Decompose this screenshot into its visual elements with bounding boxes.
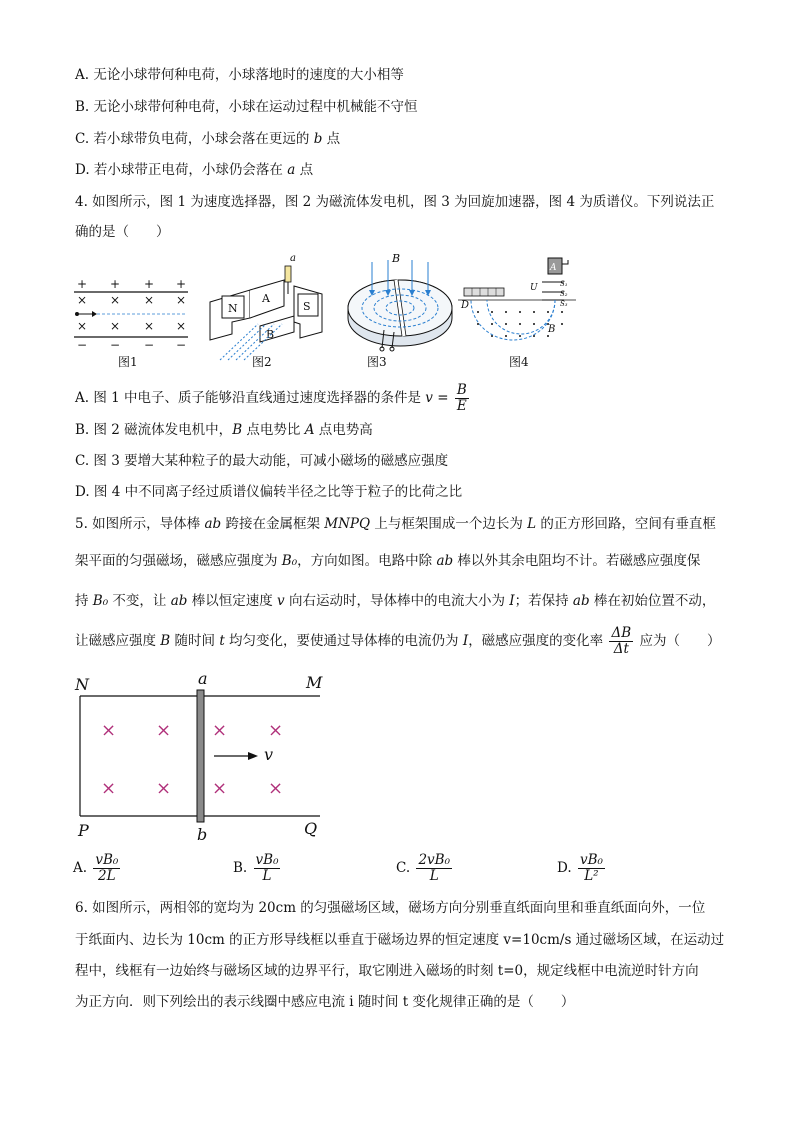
q3-option-d: D. 若小球带正电荷，小球仍会落在 a 点 <box>75 162 314 178</box>
fig2-letter-A: A <box>262 292 270 305</box>
fig2-letter-B: B <box>266 328 275 341</box>
svg-text:×: × <box>156 720 172 741</box>
q4-stem-line2: 确的是（ ） <box>75 224 170 240</box>
svg-text:+: + <box>176 277 187 291</box>
q4-option-b: B. 图 2 磁流体发电机中，B 点电势比 A 点电势高 <box>75 422 373 438</box>
svg-text:×: × <box>212 778 228 799</box>
q5-label-P: P <box>78 821 89 840</box>
svg-text:×: × <box>212 720 228 741</box>
q4-option-c: C. 图 3 要增大某种粒子的最大动能，可减小磁场的磁感应强度 <box>75 453 449 469</box>
fig4-label: 图4 <box>509 355 529 369</box>
q4-option-a: A. 图 1 中电子、质子能够沿直线通过速度选择器的条件是 v = $\frac{B}{E}$ <box>75 382 467 414</box>
q5-label-Q: Q <box>304 819 318 838</box>
svg-text:×: × <box>110 293 121 307</box>
q6-stem-line4: 为正方向．则下列绘出的表示线圈中感应电流 i 随时间 t 变化规律正确的是（ ） <box>75 994 575 1010</box>
q4-option-d: D. 图 4 中不同离子经过质谱仪偏转半径之比等于粒子的比荷之比 <box>75 484 463 500</box>
q5-label-a: a <box>198 669 208 688</box>
q4-option-a-fraction: $\frac{B}{E}$ <box>456 382 467 414</box>
q5-label-N: N <box>75 675 89 694</box>
svg-text:×: × <box>101 720 117 741</box>
fig2-mhd-generator <box>202 252 332 364</box>
svg-text:×: × <box>268 720 284 741</box>
svg-text:×: × <box>110 319 121 333</box>
fig2-letter-a: a <box>290 253 296 264</box>
q6-stem-line3: 程中，线框有一边始终与磁场区域的边界平行，取它刚进入磁场的时刻 t=0，规定线框中电流逆时针方向 <box>75 963 699 979</box>
fig2-letter-N: N <box>228 302 238 315</box>
q6-stem-line1: 6. 如图所示，两相邻的宽均为 20cm 的匀强磁场区域，磁场方向分别垂直纸面向里和垂直纸面向外，一位 <box>75 900 706 916</box>
q5-label-b: b <box>197 825 208 844</box>
fig4-letter-B: B <box>548 324 556 335</box>
fig2-letter-S: S <box>303 300 311 313</box>
q5-label-M: M <box>306 673 323 692</box>
q3-option-c: C. 若小球带负电荷，小球会落在更远的 b 点 <box>75 131 341 147</box>
fig1-label: 图1 <box>118 355 138 369</box>
fig4-letter-U: U <box>530 283 538 293</box>
q5-stem-line4: 让磁感应强度 B 随时间 t 均匀变化，要使通过导体棒的电流仍为 I，磁感应强度的变化率 $\frac{\Delta B}{\Delta t}$ 应为（ ） <box>75 625 721 657</box>
q4-stem-line1: 4. 如图所示，图 1 为速度选择器，图 2 为磁流体发电机，图 3 为回旋加速器，图 4 为质谱仪。下列说法正 <box>75 194 715 210</box>
svg-text:+: + <box>110 277 121 291</box>
fig4-letter-D: D <box>461 300 470 311</box>
fig4-letter-S1: S₁ <box>560 280 568 288</box>
q5-rate-fraction: $\frac{\Delta B}{\Delta t}$ <box>611 625 632 657</box>
svg-text:×: × <box>156 778 172 799</box>
q5-stem-line1: 5. 如图所示，导体棒 ab 跨接在金属框架 MNPQ 上与框架围成一个边长为 L 的正方形回路，空间有垂直框 <box>75 516 716 532</box>
fig4-letter-S2: S₂ <box>560 290 568 298</box>
svg-text:×: × <box>77 319 88 333</box>
svg-text:−: − <box>144 338 155 352</box>
fig4-letter-S3: S₃ <box>560 300 568 308</box>
q5-label-v: v <box>264 745 274 764</box>
q5-stem-line3: 持 B₀ 不变，让 ab 棒以恒定速度 v 向右运动时，导体棒中的电流大小为 I；若保持 ab 棒在初始位置不动， <box>75 593 716 609</box>
fig4-mass-spectrometer <box>458 254 578 354</box>
svg-text:×: × <box>268 778 284 799</box>
q3-option-a: A. 无论小球带何种电荷，小球落地时的速度的大小相等 <box>75 67 404 83</box>
svg-text:×: × <box>176 319 187 333</box>
svg-text:+: + <box>77 277 88 291</box>
q6-stem-line2: 于纸面内、边长为 10cm 的正方形导线框以垂直于磁场边界的恒定速度 v=10cm/s 通过磁场区域，在运动过 <box>75 932 725 948</box>
q5-option-a: A. $\frac{\text{vB₀}}{2L}$ <box>73 852 119 884</box>
svg-text:×: × <box>101 778 117 799</box>
svg-text:−: − <box>110 338 121 352</box>
q5-option-d: D. $\frac{\text{vB₀}}{\text{L²}}$ <box>557 852 603 884</box>
q5-option-c: C. $\frac{\text{2vB₀}}{L}$ <box>396 852 450 884</box>
svg-text:+: + <box>144 277 155 291</box>
q5-circuit-figure <box>70 668 340 844</box>
fig3-letter-B: B <box>392 252 401 265</box>
svg-text:×: × <box>77 293 88 307</box>
svg-text:×: × <box>144 319 155 333</box>
svg-text:−: − <box>77 338 88 352</box>
fig2-label: 图2 <box>252 355 272 369</box>
fig3-label: 图3 <box>367 355 387 369</box>
svg-text:×: × <box>144 293 155 307</box>
fig1-velocity-selector <box>72 274 192 352</box>
q5-stem-line2: 架平面的匀强磁场，磁感应强度为 B₀，方向如图。电路中除 ab 棒以外其余电阻均不计。若磁感应强度保 <box>75 553 701 569</box>
fig3-cyclotron <box>338 252 458 352</box>
svg-text:−: − <box>176 338 187 352</box>
svg-text:×: × <box>176 293 187 307</box>
q3-option-b: B. 无论小球带何种电荷，小球在运动过程中机械能不守恒 <box>75 99 418 115</box>
q5-option-b: B. $\frac{\text{vB₀}}{L}$ <box>233 852 279 884</box>
fig4-letter-A: A <box>550 263 557 273</box>
